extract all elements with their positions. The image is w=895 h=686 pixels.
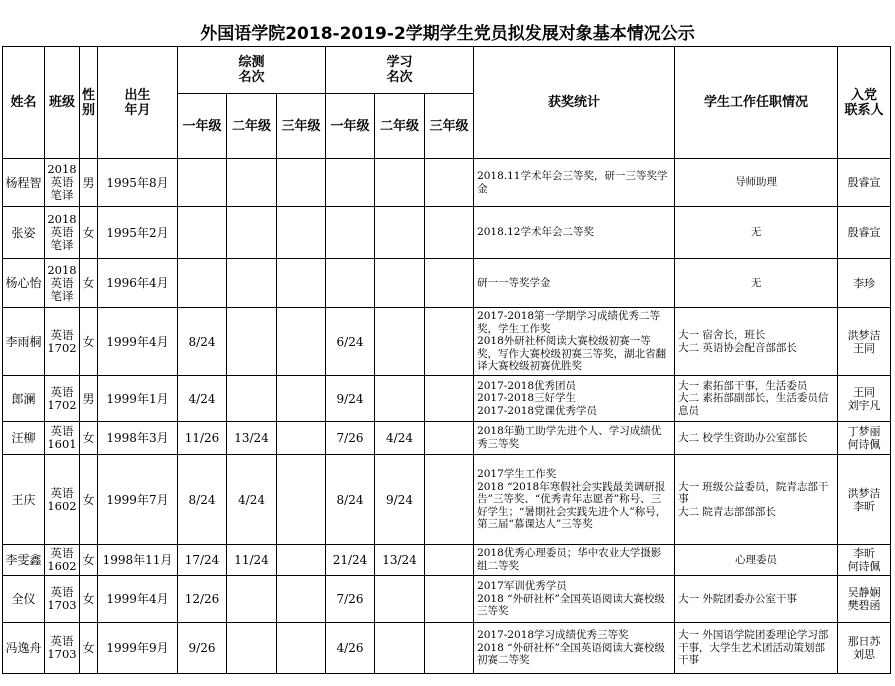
table-row: [3, 376, 891, 422]
cell-gender: 女: [80, 207, 98, 259]
cell-awards: 2017-2018第一学期学习成绩优秀二等奖，学生工作奖 2018外研社杯阅读大赛校级初赛一等奖，写作大赛校级初赛三等奖，湖北省翻译大赛校级初赛优胜奖: [474, 308, 675, 376]
cell-name: 全仪: [3, 576, 45, 623]
cell-study-grade1: 7/26: [326, 576, 375, 623]
cell-study-grade2: 13/24: [375, 545, 425, 576]
cell-study-grade2: 9/24: [375, 455, 425, 545]
cell-name: 杨心怡: [3, 259, 45, 308]
cell-study-grade3: [425, 623, 474, 674]
cell-name: 郎澜: [3, 376, 45, 422]
cell-birth: 1999年7月: [98, 455, 178, 545]
header-jobs: 学生工作任职情况: [675, 47, 838, 159]
cell-gender: 男: [80, 376, 98, 422]
cell-comp-grade3: [277, 422, 326, 455]
cell-class: 2018 英语 笔译: [45, 207, 80, 259]
cell-jobs: 大一 外国语学院团委理论学习部干事，大学生艺术团活动策划部干事: [675, 623, 838, 674]
cell-jobs: 无: [675, 207, 838, 259]
cell-comp-grade2: [227, 308, 277, 376]
cell-gender: 女: [80, 545, 98, 576]
cell-awards: 2018年勤工助学先进个人、学习成绩优秀三等奖: [474, 422, 675, 455]
cell-birth: 1998年11月: [98, 545, 178, 576]
table-row: [3, 422, 891, 455]
cell-birth: 1996年4月: [98, 259, 178, 308]
cell-awards: 2017军训优秀学员 2018 “外研社杯”全国英语阅读大赛校级三等奖: [474, 576, 675, 623]
cell-comp-grade1: 9/26: [178, 623, 227, 674]
cell-class: 2018 英语 笔译: [45, 259, 80, 308]
header-comp-grade3: 三年级: [277, 94, 326, 159]
cell-class: 英语 1602: [45, 545, 80, 576]
cell-study-grade2: [375, 159, 425, 207]
cell-study-grade2: [375, 207, 425, 259]
cell-study-grade1: 8/24: [326, 455, 375, 545]
cell-introducer: 那日苏 刘思: [838, 623, 891, 674]
cell-study-grade1: 21/24: [326, 545, 375, 576]
cell-study-grade1: [326, 159, 375, 207]
cell-study-grade1: 4/26: [326, 623, 375, 674]
cell-comp-grade3: [277, 259, 326, 308]
cell-comp-grade2: [227, 576, 277, 623]
cell-study-grade3: [425, 545, 474, 576]
page-title: 外国语学院2018-2019-2学期学生党员拟发展对象基本情况公示: [200, 24, 695, 44]
cell-jobs: 无: [675, 259, 838, 308]
header-study-grade3: 三年级: [425, 94, 474, 159]
cell-name: 李雨桐: [3, 308, 45, 376]
cell-birth: 1999年9月: [98, 623, 178, 674]
cell-study-grade3: [425, 207, 474, 259]
cell-name: 张姿: [3, 207, 45, 259]
table-row: [3, 207, 891, 259]
cell-study-grade1: 7/26: [326, 422, 375, 455]
cell-comp-grade1: 8/24: [178, 455, 227, 545]
cell-comp-grade2: 11/24: [227, 545, 277, 576]
cell-name: 王庆: [3, 455, 45, 545]
cell-gender: 女: [80, 422, 98, 455]
cell-comp-grade1: 4/24: [178, 376, 227, 422]
cell-gender: 女: [80, 455, 98, 545]
cell-introducer: 李昕 何诗佩: [838, 545, 891, 576]
cell-comp-grade3: [277, 376, 326, 422]
cell-birth: 1995年2月: [98, 207, 178, 259]
header-study-grade2: 二年级: [375, 94, 425, 159]
cell-study-grade3: [425, 455, 474, 545]
cell-gender: 女: [80, 623, 98, 674]
cell-jobs: 大二 校学生资助办公室部长: [675, 422, 838, 455]
cell-comp-grade2: [227, 159, 277, 207]
table-row: [3, 308, 891, 376]
cell-introducer: 丁梦丽 何诗佩: [838, 422, 891, 455]
cell-introducer: 洪梦洁 李昕: [838, 455, 891, 545]
cell-comp-grade3: [277, 623, 326, 674]
cell-comp-grade2: [227, 259, 277, 308]
cell-study-grade2: 4/24: [375, 422, 425, 455]
cell-introducer: 王同 刘宇凡: [838, 376, 891, 422]
table-row: [3, 159, 891, 207]
cell-comp-grade1: [178, 207, 227, 259]
cell-comp-grade1: [178, 159, 227, 207]
header-comp-grade1: 一年级: [178, 94, 227, 159]
cell-comp-grade2: 13/24: [227, 422, 277, 455]
cell-introducer: 吴静娴 樊碧函: [838, 576, 891, 623]
cell-study-grade1: 9/24: [326, 376, 375, 422]
cell-birth: 1999年1月: [98, 376, 178, 422]
cell-jobs: 大一 班级公益委员，院青志部干事 大二 院青志部部部长: [675, 455, 838, 545]
cell-class: 英语 1703: [45, 576, 80, 623]
cell-study-grade3: [425, 376, 474, 422]
table-row: [3, 455, 891, 545]
cell-awards: 研一一等奖学金: [474, 259, 675, 308]
header-comp-grade2: 二年级: [227, 94, 277, 159]
cell-jobs: 心理委员: [675, 545, 838, 576]
cell-study-grade2: [375, 308, 425, 376]
table-row: [3, 623, 891, 674]
header-awards: 获奖统计: [474, 47, 675, 159]
cell-jobs: 导师助理: [675, 159, 838, 207]
cell-birth: 1995年8月: [98, 159, 178, 207]
cell-study-grade3: [425, 422, 474, 455]
cell-name: 李雯鑫: [3, 545, 45, 576]
cell-introducer: 殷睿宣: [838, 159, 891, 207]
header-comprehensive: 综测 名次: [178, 47, 326, 94]
cell-awards: 2017-2018学习成绩优秀三等奖 2018 “外研社杯”全国英语阅读大赛校级初赛二等奖: [474, 623, 675, 674]
cell-jobs: 大一 宿舍长，班长 大二 英语协会配音部部长: [675, 308, 838, 376]
header-class: 班级: [45, 47, 80, 159]
header-study: 学习 名次: [326, 47, 474, 94]
cell-study-grade2: [375, 576, 425, 623]
cell-introducer: 洪梦洁 王同: [838, 308, 891, 376]
cell-name: 汪柳: [3, 422, 45, 455]
cell-comp-grade3: [277, 545, 326, 576]
cell-comp-grade3: [277, 576, 326, 623]
cell-awards: 2018.12学术年会二等奖: [474, 207, 675, 259]
cell-study-grade2: [375, 259, 425, 308]
cell-birth: 1999年4月: [98, 576, 178, 623]
cell-jobs: 大一 素拓部干事，生活委员 大二 素拓部副部长，生活委员信息员: [675, 376, 838, 422]
header-name: 姓名: [3, 47, 45, 159]
cell-birth: 1998年3月: [98, 422, 178, 455]
cell-introducer: 殷睿宣: [838, 207, 891, 259]
cell-comp-grade2: 4/24: [227, 455, 277, 545]
cell-study-grade2: [375, 623, 425, 674]
cell-comp-grade2: [227, 623, 277, 674]
cell-comp-grade3: [277, 308, 326, 376]
cell-study-grade3: [425, 576, 474, 623]
cell-gender: 女: [80, 576, 98, 623]
cell-comp-grade3: [277, 207, 326, 259]
cell-gender: 男: [80, 159, 98, 207]
cell-class: 英语 1601: [45, 422, 80, 455]
header-gender: 性 别: [80, 47, 98, 159]
cell-study-grade3: [425, 159, 474, 207]
cell-comp-grade1: [178, 259, 227, 308]
cell-study-grade1: 6/24: [326, 308, 375, 376]
cell-class: 英语 1703: [45, 623, 80, 674]
table-row: [3, 545, 891, 576]
cell-study-grade2: [375, 376, 425, 422]
header-birth: 出生 年月: [98, 47, 178, 159]
cell-awards: 2017学生工作奖 2018 “2018年寒假社会实践最美调研报告”三等奖、“优秀青年志愿者”称号、三好学生；“暑期社会实践先进个人”称号，第三届“慕课达人”三等奖: [474, 455, 675, 545]
cell-comp-grade1: 17/24: [178, 545, 227, 576]
candidate-table: [2, 46, 891, 674]
table-row: [3, 259, 891, 308]
cell-class: 英语 1702: [45, 308, 80, 376]
cell-class: 英语 1602: [45, 455, 80, 545]
cell-introducer: 李珍: [838, 259, 891, 308]
cell-gender: 女: [80, 308, 98, 376]
cell-class: 英语 1702: [45, 376, 80, 422]
cell-name: 杨程智: [3, 159, 45, 207]
cell-name: 冯逸舟: [3, 623, 45, 674]
table-row: [3, 576, 891, 623]
cell-class: 2018 英语 笔译: [45, 159, 80, 207]
cell-study-grade3: [425, 308, 474, 376]
cell-comp-grade3: [277, 455, 326, 545]
cell-comp-grade1: 11/26: [178, 422, 227, 455]
cell-awards: 2018.11学术年会三等奖，研一三等奖学金: [474, 159, 675, 207]
cell-jobs: 大一 外院团委办公室干事: [675, 576, 838, 623]
cell-study-grade3: [425, 259, 474, 308]
cell-comp-grade1: 8/24: [178, 308, 227, 376]
header-study-grade1: 一年级: [326, 94, 375, 159]
header-introducer: 入党 联系人: [838, 47, 891, 159]
cell-comp-grade2: [227, 207, 277, 259]
cell-study-grade1: [326, 207, 375, 259]
cell-birth: 1999年4月: [98, 308, 178, 376]
cell-comp-grade1: 12/26: [178, 576, 227, 623]
cell-gender: 女: [80, 259, 98, 308]
cell-comp-grade2: [227, 376, 277, 422]
cell-awards: 2017-2018优秀团员 2017-2018三好学生 2017-2018党课优秀学员: [474, 376, 675, 422]
cell-comp-grade3: [277, 159, 326, 207]
cell-awards: 2018优秀心理委员；华中农业大学摄影组二等奖: [474, 545, 675, 576]
cell-study-grade1: [326, 259, 375, 308]
